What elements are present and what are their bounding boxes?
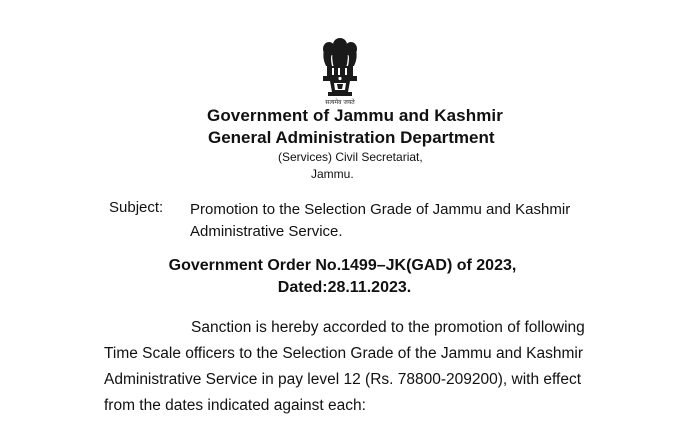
city-line: Jammu.: [311, 167, 354, 181]
subject-line-2: Administrative Service.: [190, 223, 343, 240]
order-date: Dated:28.11.2023.: [277, 279, 412, 296]
national-emblem-icon: [318, 36, 362, 102]
subject-label: Subject:: [109, 199, 164, 216]
subject-line-1: Promotion to the Selection Grade of Jammu and Kashmir: [190, 201, 571, 218]
office-line: (Services) Civil Secretariat,: [278, 150, 423, 164]
emblem-motto: सत्यमेव जयते: [325, 99, 355, 106]
order-number: Government Order No.1499–JK(GAD) of 2023,: [168, 257, 517, 274]
subject-text: [190, 199, 630, 243]
body-line-4: from the dates indicated against each:: [104, 397, 366, 414]
department-title: General Administration Department: [208, 128, 495, 147]
body-line-1: Sanction is hereby accorded to the promotion of following: [191, 319, 585, 336]
body-line-2: Time Scale officers to the Selection Grade of the Jammu and Kashmir: [104, 345, 584, 362]
body-line-3: Administrative Service in pay level 12 (Rs. 78800-209200), with effect: [104, 371, 582, 388]
government-title: Government of Jammu and Kashmir: [207, 106, 503, 125]
